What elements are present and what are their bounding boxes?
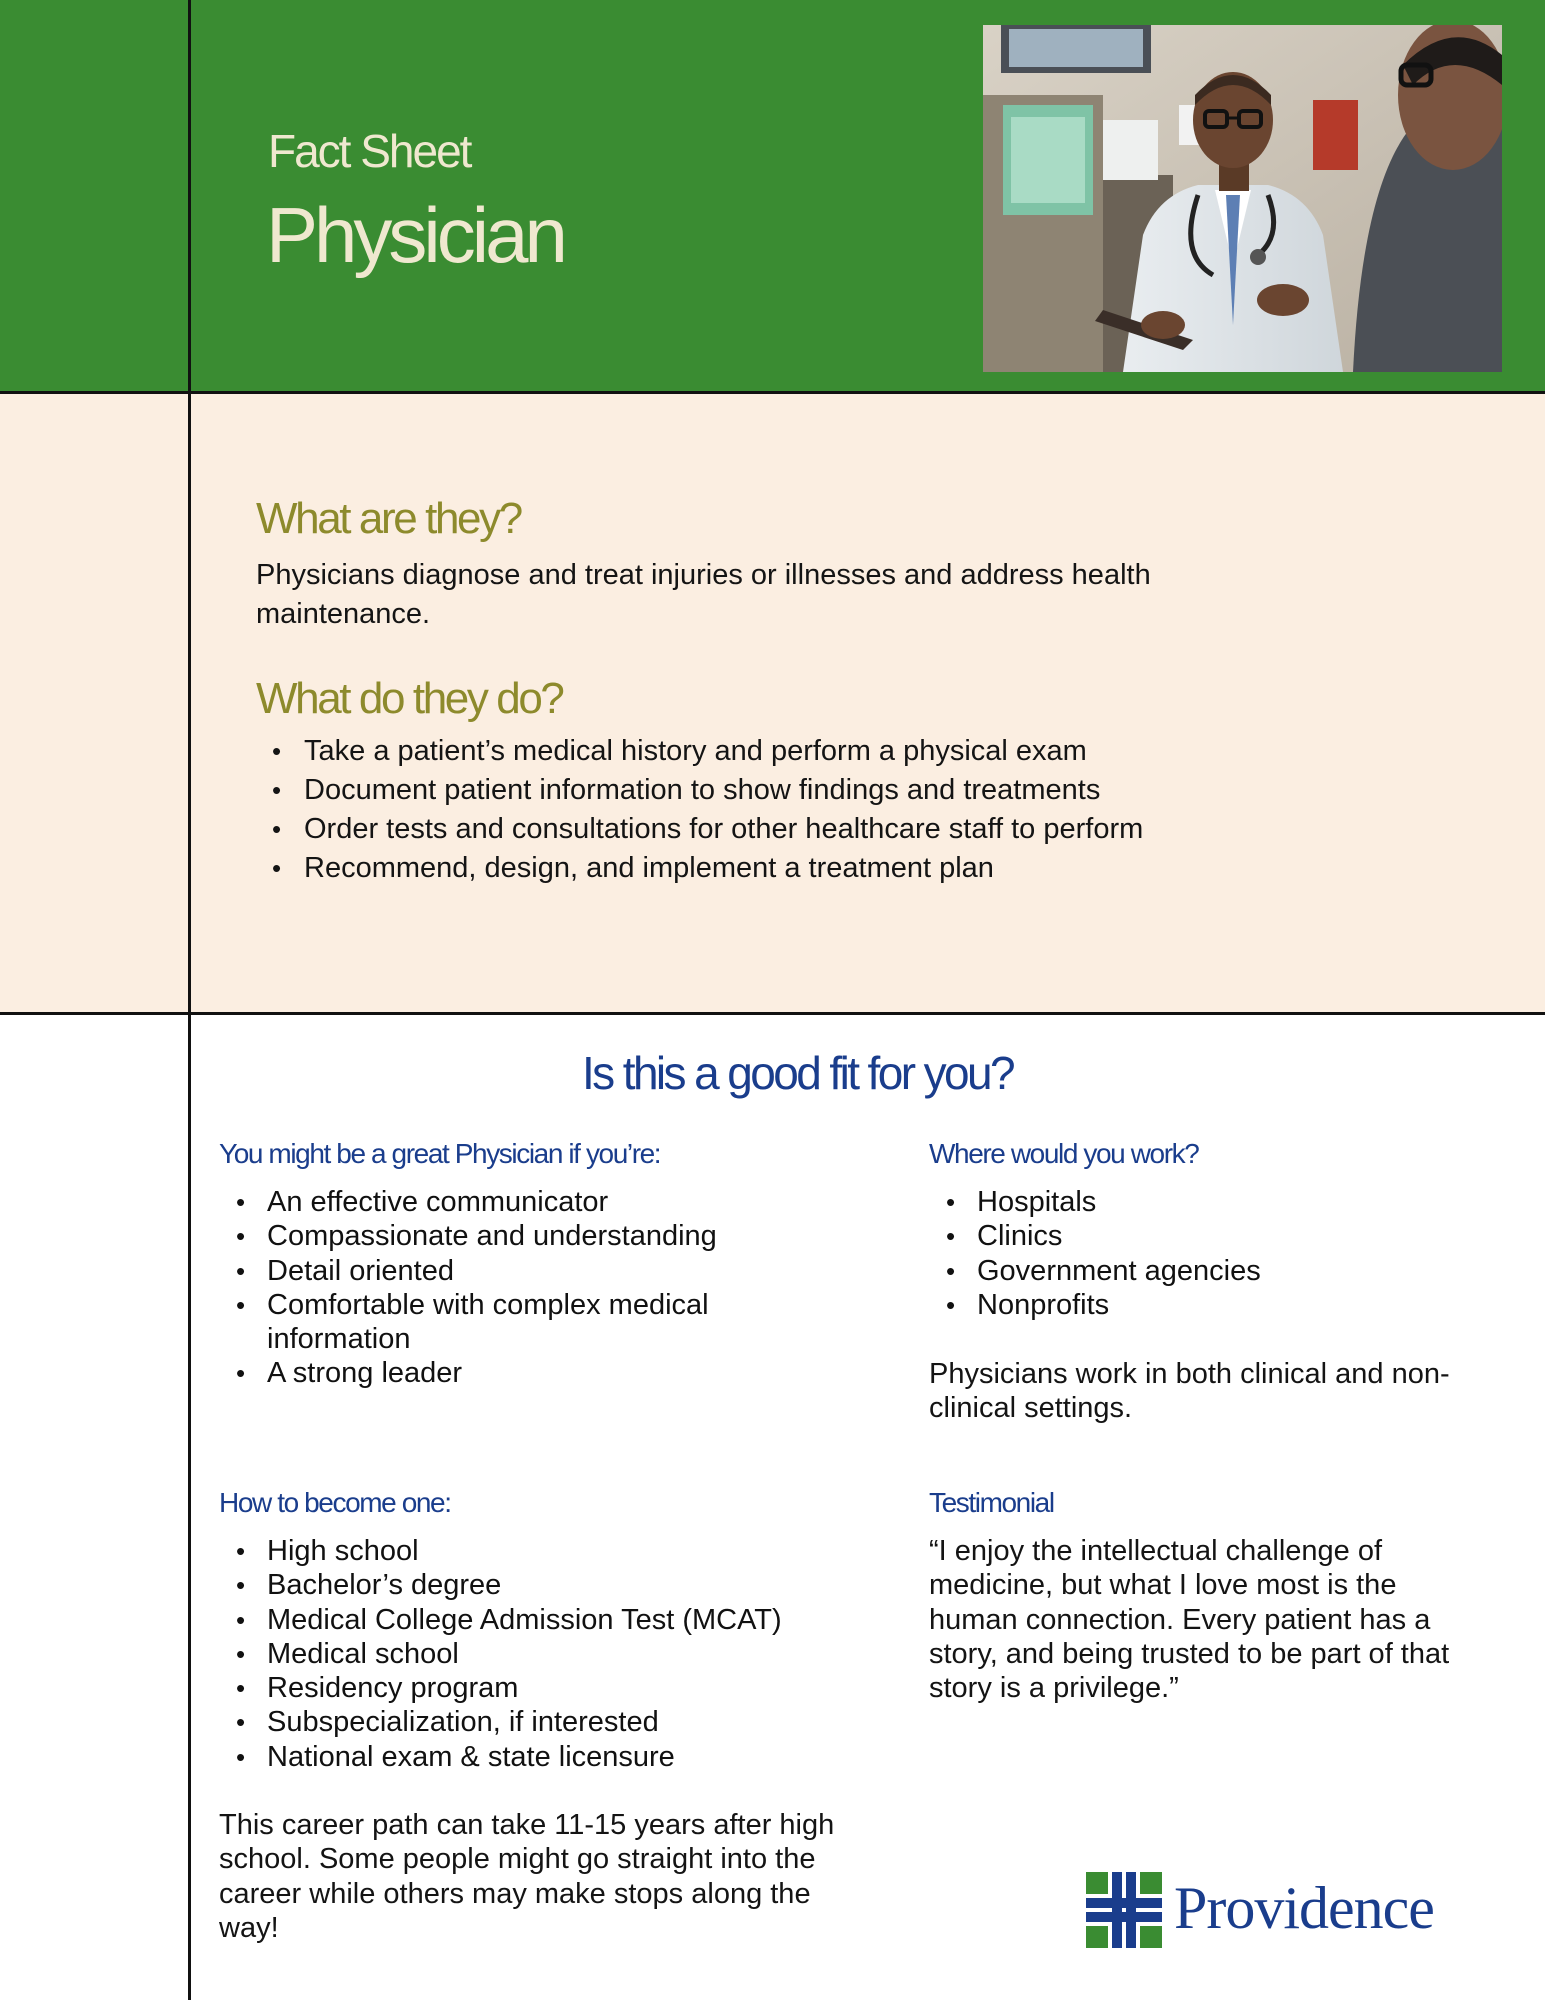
providence-logo: [1086, 1870, 1506, 1950]
fact-sheet-kicker: Fact Sheet: [268, 125, 471, 177]
what-do-they-do-heading: What do they do?: [256, 674, 563, 723]
duties-list: [256, 732, 1196, 888]
about-section: [0, 394, 1545, 1013]
about-divider: [0, 1012, 1545, 1015]
list-item: • Nonprofits: [930, 1288, 1490, 1322]
header-band: [0, 0, 1545, 392]
how-to-become-heading: How to become one:: [219, 1487, 451, 1518]
traits-heading: You might be a great Physician if you’re:: [219, 1138, 661, 1169]
list-item: • Clinics: [930, 1219, 1490, 1253]
career-path-note: This career path can take 11-15 years after high school. Some people might go straight into the career while others may make stops along the way!: [219, 1809, 835, 1944]
list-item: • National exam & state licensure: [220, 1740, 860, 1774]
where-work-heading: Where would you work?: [929, 1138, 1199, 1169]
list-item: • Subspecialization, if interested: [220, 1705, 860, 1739]
list-item: • Recommend, design, and implement a treatment plan: [256, 849, 1196, 888]
list-item: • Government agencies: [930, 1254, 1490, 1288]
good-fit-heading: Is this a good fit for you?: [582, 1047, 1013, 1099]
list-item: • Residency program: [220, 1671, 860, 1705]
what-are-they-text: Physicians diagnose and treat injuries or illnesses and address health maintenance.: [256, 559, 1151, 630]
list-item: • Medical school: [220, 1637, 860, 1671]
list-item: • Document patient information to show findings and treatments: [256, 771, 1196, 810]
list-item: • Bachelor’s degree: [220, 1568, 860, 1602]
list-item: • Medical College Admission Test (MCAT): [220, 1603, 860, 1637]
work-note: Physicians work in both clinical and non-clinical settings.: [929, 1358, 1450, 1425]
list-item: • Comfortable with complex medical information: [220, 1288, 780, 1357]
vertical-rule: [188, 0, 191, 2000]
list-item: • Compassionate and understanding: [220, 1219, 780, 1253]
doctor-photo-illustration: [983, 25, 1502, 372]
list-item: • Hospitals: [930, 1185, 1490, 1219]
page-title: Physician: [266, 191, 564, 279]
list-item: • An effective communicator: [220, 1185, 780, 1219]
traits-list: [220, 1185, 780, 1391]
what-are-they-heading: What are they?: [256, 494, 521, 543]
list-item: • Detail oriented: [220, 1254, 780, 1288]
testimonial-quote: “I enjoy the intellectual challenge of medicine, but what I love most is the human connection. Every patient has a story, and being trusted to be part of that story is a privilege.”: [929, 1535, 1450, 1705]
providence-wordmark: Providence: [1174, 1875, 1434, 1941]
testimonial-heading: Testimonial: [929, 1487, 1054, 1518]
doctor-photo: [983, 25, 1502, 372]
list-item: • Order tests and consultations for other healthcare staff to perform: [256, 810, 1196, 849]
list-item: • High school: [220, 1534, 860, 1568]
list-item: • A strong leader: [220, 1356, 780, 1390]
list-item: • Take a patient’s medical history and perform a physical exam: [256, 732, 1196, 771]
providence-cross-icon: [1086, 1872, 1162, 1948]
steps-list: [220, 1534, 860, 1774]
work-list: [930, 1185, 1490, 1322]
